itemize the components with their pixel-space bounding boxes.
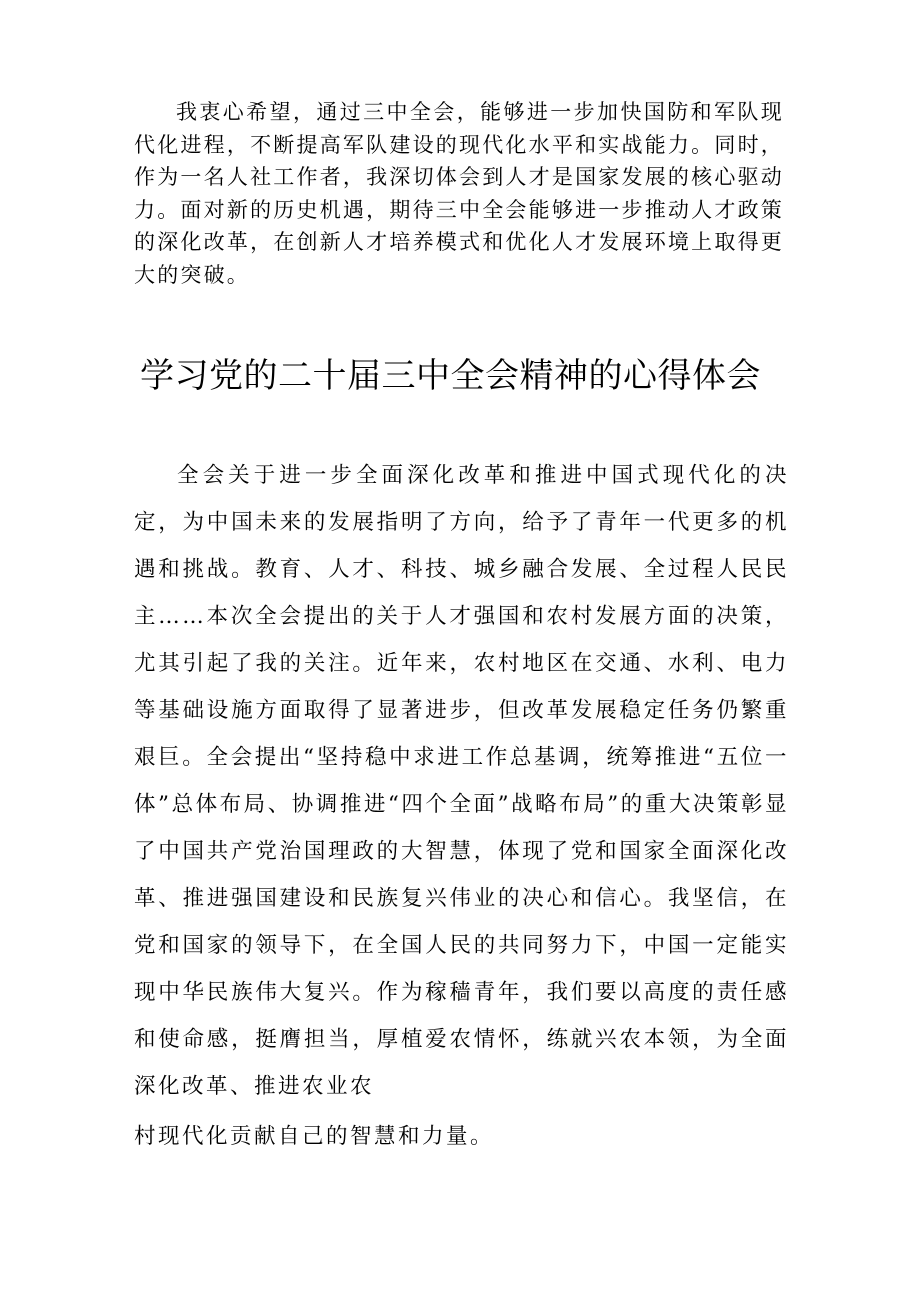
opening-paragraph: 我衷心希望，通过三中全会，能够进一步加快国防和军队现代化进程，不断提高军队建设的现代化水平和实战能力。同时，作为一名人社工作者，我深切体会到人才是国家发展的核心驱动力。面对新的历史机遇，期待三中全会能够进一步推动人才政策的深化改革，在创新人才培养模式和优化人才发展环境上取得更大的突破。 [134, 100, 784, 287]
body-paragraph: 全会关于进一步全面深化改革和推进中国式现代化的决定，为中国未来的发展指明了方向，给予了青年一代更多的机遇和挑战。教育、人才、科技、城乡融合发展、全过程人民民主……本次全会提出的关于人才强国和农村发展方面的决策，尤其引起了我的关注。近年来，农村地区在交通、水利、电力等基础设施方面取得了显著进步，但改革发展稳定任务仍繁重艰巨。全会提出“坚持稳中求进工作总基调，统筹推进“五位一体”总体布局、协调推进“四个全面”战略布局”的重大决策彰显了中国共产党治国理政的大智慧，体现了党和国家全面深化改革、推进强国建设和民族复兴伟业的决心和信心。我坚信，在党和国家的领导下，在全国人民的共同努力下，中国一定能实现中华民族伟大复兴。作为稼穑青年，我们要以高度的责任感和使命感，挺膺担当，厚植爱农情怀，练就兴农本领，为全面深化改革、推进农业农 [134, 463, 789, 1099]
closing-line: 村现代化贡献自己的智慧和力量。 [134, 1124, 495, 1149]
section-heading: 学习党的二十届三中全会精神的心得体会 [140, 356, 761, 396]
